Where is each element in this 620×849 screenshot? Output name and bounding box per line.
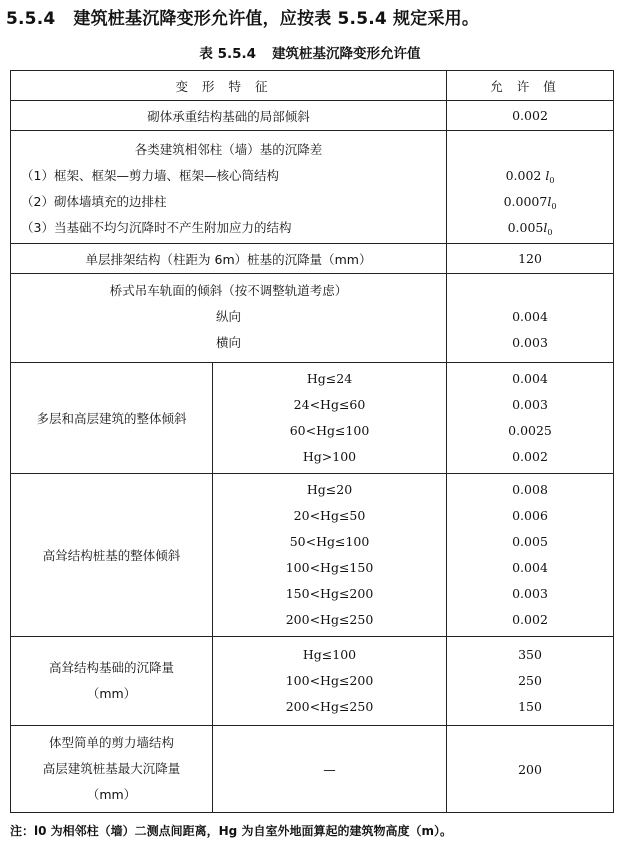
row-value: 0.004 <box>512 560 548 575</box>
range-label: Hg≤20 <box>306 482 353 497</box>
header-allow: 允许值 <box>447 71 614 101</box>
table-row <box>11 101 614 131</box>
table-title: 建筑桩基沉降变形允许值 <box>272 46 421 62</box>
table-row <box>11 274 614 363</box>
row-label: 横向 <box>216 335 242 350</box>
table-row <box>11 726 614 813</box>
row-value: 120 <box>447 244 614 274</box>
section-heading-text: 建筑桩基沉降变形允许值，应按表 5.5.4 规定采用。 <box>73 9 480 29</box>
row-value: 0.006 <box>512 508 548 523</box>
row-value: 250 <box>518 673 542 688</box>
row-value: 0.002 <box>512 449 548 464</box>
row-value: 0.003 <box>512 586 548 601</box>
range-label: 60<Hg≤100 <box>289 423 370 438</box>
row-label: 高层建筑桩基最大沉降量 <box>42 761 181 776</box>
section-heading <box>6 4 618 29</box>
table-number: 表 5.5.4 <box>199 46 257 62</box>
row-value: 0.002 $l_0$ <box>505 168 555 185</box>
row-value: 0.003 <box>512 335 548 350</box>
range-label: 200<Hg≤250 <box>285 612 374 627</box>
range-label: 150<Hg≤200 <box>285 586 374 601</box>
range-label: Hg≤24 <box>306 371 353 386</box>
row-value: $0.0007l_0$ <box>503 194 557 211</box>
row-label: （3）当基础不均匀沉降时不产生附加应力的结构 <box>21 220 292 235</box>
group-title: 桥式吊车轨面的倾斜（按不调整轨道考虑） <box>109 283 348 298</box>
table-caption <box>0 42 620 62</box>
row-label: （1）框架、框架—剪力墙、框架—核心筒结构 <box>21 168 279 183</box>
range-label: 100<Hg≤200 <box>285 673 374 688</box>
row-value: 0.0025 <box>508 423 552 438</box>
row-value: $0.005l_0$ <box>507 220 553 237</box>
row-value: 0.002 <box>447 101 614 131</box>
range-label: 24<Hg≤60 <box>293 397 366 412</box>
row-label: 体型简单的剪力墙结构 <box>48 735 174 750</box>
range-label: 20<Hg≤50 <box>293 508 366 523</box>
row-value: 0.005 <box>512 534 548 549</box>
row-value: 0.008 <box>512 482 548 497</box>
header-feature: 变形特征 <box>11 71 447 101</box>
row-value: 0.004 <box>512 371 548 386</box>
row-value: 0.002 <box>512 612 548 627</box>
row-label: 高耸结构基础的沉降量 <box>48 660 174 675</box>
row-label: 纵向 <box>216 309 242 324</box>
section-number: 5.5.4 <box>6 9 56 29</box>
range-label: Hg≤100 <box>302 647 357 662</box>
row-value: 0.004 <box>512 309 548 324</box>
row-value: 0.003 <box>512 397 548 412</box>
range-label: 100<Hg≤150 <box>285 560 374 575</box>
table-row <box>11 131 614 244</box>
row-label: 单层排架结构（柱距为 6m）桩基的沉降量（mm） <box>11 244 447 274</box>
row-value: 200 <box>447 726 614 813</box>
settlement-table <box>10 70 614 813</box>
row-label: 多层和高层建筑的整体倾斜 <box>11 363 213 474</box>
range-label: Hg>100 <box>302 449 357 464</box>
row-label: 高耸结构桩基的整体倾斜 <box>11 474 213 637</box>
row-label-unit: （mm） <box>86 686 137 701</box>
range-label: 200<Hg≤250 <box>285 699 374 714</box>
row-value: 150 <box>518 699 542 714</box>
table-row <box>11 363 614 474</box>
row-label-unit: （mm） <box>86 787 137 802</box>
range-label: — <box>213 726 447 813</box>
table-header-row <box>11 71 614 101</box>
table-row <box>11 244 614 274</box>
row-value: 350 <box>518 647 542 662</box>
row-label: 砌体承重结构基础的局部倾斜 <box>11 101 447 131</box>
range-label: 50<Hg≤100 <box>289 534 370 549</box>
table-row <box>11 637 614 726</box>
group-title: 各类建筑相邻柱（墙）基的沉降差 <box>134 142 323 157</box>
row-label: （2）砌体墙填充的边排柱 <box>21 194 167 209</box>
table-row <box>11 474 614 637</box>
table-note: 注：l0 为相邻柱（墙）二测点间距离，Hg 为自室外地面算起的建筑物高度（m）。 <box>10 824 452 838</box>
